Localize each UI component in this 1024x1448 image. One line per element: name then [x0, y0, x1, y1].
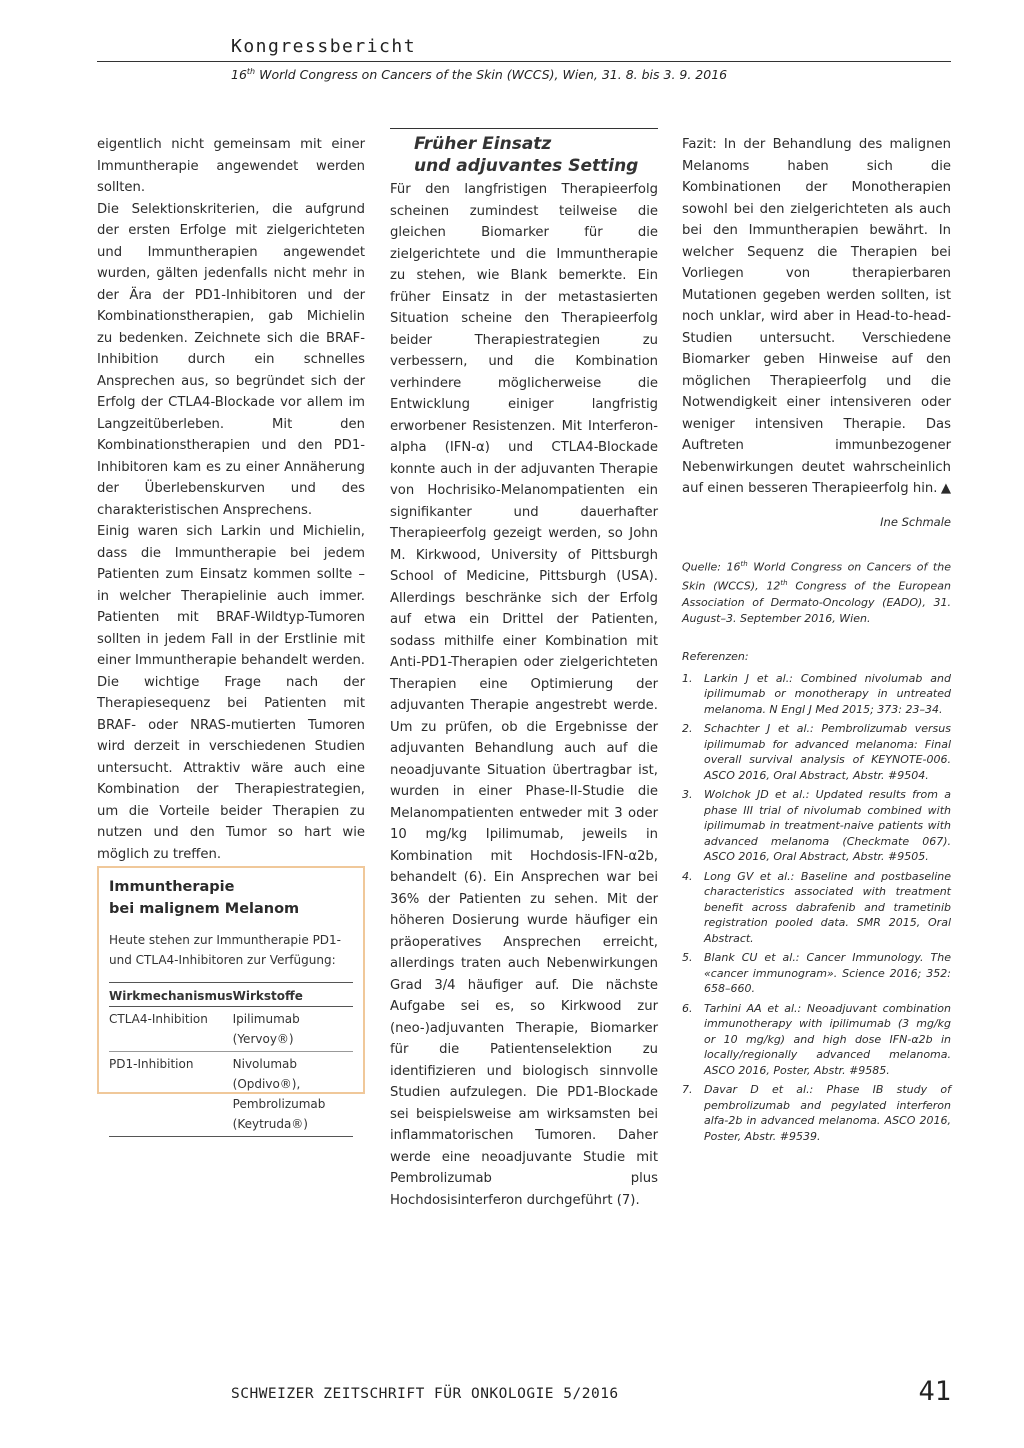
references-list — [682, 671, 951, 1145]
paragraph: Fazit: In der Behandlung des malignen Melanoms haben sich die Kombinationen der Monotherapien sowohl bei den zielgerichteten als auch bei den Immuntherapien bewährt. In welcher Sequenz die Therapien bei Vorliegen von therapierbaren Mutationen gegeben werden sollten, ist noch unklar, wird aber in Head-to-head-Studien untersucht. Verschiedene Biomarker geben Hinweise auf den möglichen Therapieerfolg und die Notwendigkeit einer intensiveren oder weniger intensiven Therapie. Das Auftreten immunbezogener Nebenwirkungen deutet wahrscheinlich auf einen besseren Therapieerfolg hin. ▲ — [682, 134, 951, 500]
reference-item: 2. Schachter J et al.: Pembrolizumab versus ipilimumab for advanced melanoma: Final overall survival analysis of KEYNOTE-006. ASCO 2016, Oral Abstract, Abstr. #9504. — [682, 722, 951, 782]
therapy-table — [109, 982, 353, 1137]
paragraph: Für den langfristigen Therapieerfolg scheinen zumindest teilweise die gleichen Biomarker für die zielgerichtete und die Immuntherapie zu stehen, wie Blank bemerkte. Ein früher Einsatz in der metastasierten Situation scheine den Therapieerfolg beider Therapiestrategien zu verbessern, und die Kombination verhindere möglicherweise die Entwicklung einiger langfristig erworbener Resistenzen. Mit Interferon-alpha (IFN-α) und CTLA4-Blockade konnte auch in der adjuvanten Therapie von Hochrisiko-Melanompatienten ein signifikanter und dauerhafter Therapieerfolg gezeigt werden, so John M. Kirkwood, University of Pittsburgh School of Medicine, Pittsburgh (USA). Allerdings beschränke sich der Erfolg auf etwa ein Drittel der Patienten, sodass mithilfe einer Kombination mit Anti-PD1-Therapien oder zielgerichteten Therapien eine Optimierung der adjuvanten Therapie angestrebt werde. Um zu prüfen, ob die Ergebnisse der adjuvanten Behandlung auch auf die neoadjuvante Situation übertragbar ist, wurden in einer Phase-II-Studie die Melanompatienten entweder mit 3 oder 10 mg/kg Ipilimumab, jeweils in Kombination mit Hochdosis-IFN-α2b, behandelt (6). Ein Ansprechen war bei 36% der Patienten zu sehen. Mit der höheren Dosierung wurde häufiger ein präoperatives Ansprechen erreicht, allerdings traten auch Nebenwirkungen Grad 3/4 häufiger auf. Die nächste Aufgabe sei es, so Kirkwood zur (neo-)adjuvanten Therapie, Biomarker für die Patientenselektion zu identifizieren und biologisch sinnvolle Studien aufzulegen. Die PD1-Blockade sei beispielsweise am wirksamsten bei inflammatorischen Tumoren. Daher werde eine neoadjuvante Studie mit Pembrolizumab plus Hochdosisinterferon durchgeführt (7). — [390, 182, 658, 1208]
table-row: CTLA4-Inhibition Ipilimumab (Yervoy®) — [109, 1007, 353, 1052]
header-rule — [97, 61, 951, 62]
reference-item: 6. Tarhini AA et al.: Neoadjuvant combination immunotherapy with ipilimumab (3 mg/kg or 10 mg/kg) and high dose IFN-α2b in locally/regionally advanced melanoma. ASCO 2016, Poster, Abstr. #9585. — [682, 1001, 951, 1077]
info-box-title: Immuntherapie bei malignem Melanom — [109, 879, 300, 917]
reference-item: 7. Davar D et al.: Phase IB study of pembrolizumab and pegylated interferon alfa-2b in advanced melanoma. ASCO 2016, Poster, Abstr. #9539. — [682, 1083, 951, 1143]
column-2 — [390, 134, 658, 1211]
table-header-mechanism: Wirkmechanismus — [109, 983, 233, 1007]
references-heading: Referenzen: — [682, 649, 749, 663]
reference-item: 5. Blank CU et al.: Cancer Immunology. The «cancer immunogram». Science 2016; 352: 658–660. — [682, 951, 951, 996]
section-heading: Früher Einsatz und adjuvantes Setting — [414, 134, 639, 176]
section-title: Kongressbericht — [231, 36, 417, 57]
table-row: PD1-Inhibition Nivolumab (Opdivo®), Pembrolizumab (Keytruda®) — [109, 1052, 353, 1137]
paragraph: eigentlich nicht gemeinsam mit einer Immuntherapie angewendet werden sollten. — [97, 137, 365, 195]
table-header-drugs: Wirkstoffe — [233, 983, 353, 1007]
reference-item: 3. Wolchok JD et al.: Updated results from a phase III trial of nivolumab combined with ipilimumab in treatment-naive patients with advanced melanoma (Checkmate 067). ASCO 2016, Oral Abstract, Abstr. #9505. — [682, 788, 951, 864]
info-box-intro: Heute stehen zur Immuntherapie PD1- und CTLA4-Inhibitoren zur Verfügung: — [109, 933, 342, 967]
column-1 — [97, 134, 365, 865]
reference-item: 4. Long GV et al.: Baseline and postbaseline characteristics associated with treatment benefit across dabrafenib and trametinib registration pooled data. SMR 2015, Oral Abstract. — [682, 869, 951, 945]
reference-item: 1. Larkin J et al.: Combined nivolumab and ipilimumab or monotherapy in untreated melanoma. N Engl J Med 2015; 373: 23–34. — [682, 671, 951, 716]
section-rule — [390, 128, 658, 129]
congress-subtitle: 16th World Congress on Cancers of the Skin (WCCS), Wien, 31. 8. bis 3. 9. 2016 — [231, 67, 728, 83]
journal-name: SCHWEIZER ZEITSCHRIFT FÜR ONKOLOGIE 5/2016 — [231, 1386, 619, 1402]
page-number: 41 — [918, 1376, 951, 1407]
paragraph: Einig waren sich Larkin und Michielin, dass die Immuntherapie bei jedem Patienten zum Einsatz kommen sollte – in welcher Therapielinie auch immer. Patienten mit BRAF-Wildtyp-Tumoren sollten in jedem Fall in der Erstlinie mit einer Immuntherapie behandelt werden. Die wichtige Frage nach der Therapiesequenz bei Patienten mit BRAF- oder NRAS-mutierten Tumoren wird derzeit in verschiedenen Studien untersucht. Attraktiv wäre auch eine Kombination der Therapiestrategien, um die Vorteile beider Therapien zu nutzen und den Tumor so hart wie möglich zu treffen. — [97, 524, 365, 862]
source-note: Quelle: 16th World Congress on Cancers of the Skin (WCCS), 12th Congress of the European Association of Dermato-Oncology (EADO), 31. August–3. September 2016, Wien. — [682, 559, 951, 625]
author: Ine Schmale — [880, 514, 951, 529]
end-of-article-icon: ▲ — [940, 481, 951, 496]
paragraph: Die Selektionskriterien, die aufgrund der ersten Erfolge mit zielgerichteten und Immuntherapien angewendet wurden, gälten jedenfalls nicht mehr in der Ära der PD1-Inhibitoren und der Kombinationstherapien, gab Michielin zu bedenken. Zeichnete sich die BRAF-Inhibition durch ein schnelles Ansprechen aus, so begründet sich der Erfolg der CTLA4-Blockade vor allem im Langzeitüberleben. Mit den Kombinationstherapien und den PD1-Inhibitoren kam es zu einer Annäherung der Überlebenskurven und des charakteristischen Ansprechens. — [97, 201, 365, 518]
info-box-immunotherapy — [97, 866, 365, 1131]
column-3 — [682, 134, 951, 1148]
